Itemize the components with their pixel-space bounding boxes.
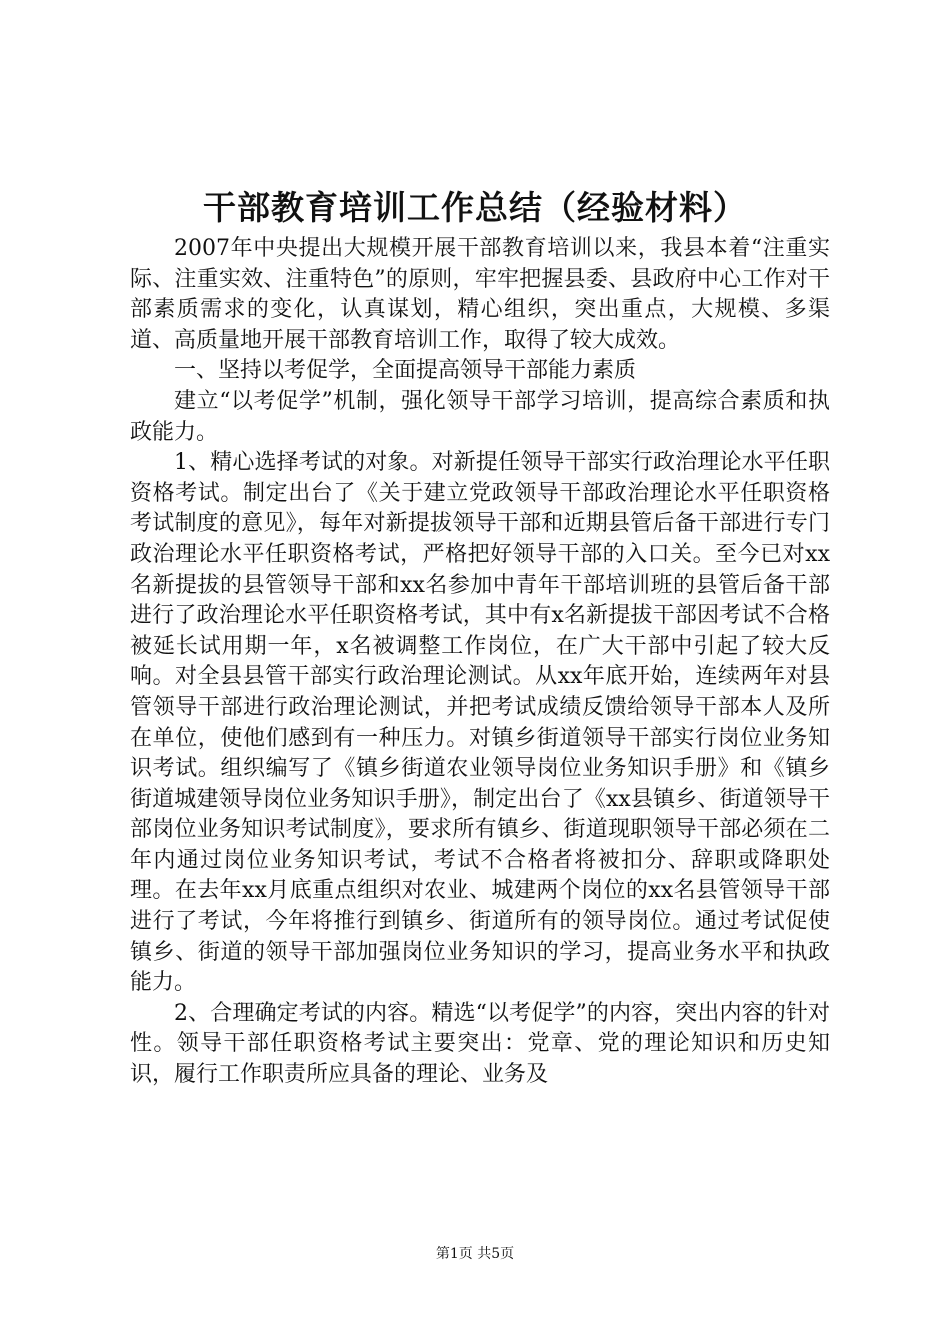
paragraph-item-2: 2、合理确定考试的内容。精选“以考促学”的内容，突出内容的针对性。领导干部任职资格考试主要突出：党章、党的理论知识和历史知识，履行工作职责所应具备的理论、业务及 — [130, 1000, 830, 1088]
section-heading-1: 一、坚持以考促学，全面提高领导干部能力素质 — [174, 358, 637, 384]
paragraph-section-summary: 建立“以考促学”机制，强化领导干部学习培训，提高综合素质和执政能力。 — [130, 388, 830, 445]
paragraph-item-1: 1、精心选择考试的对象。对新提任领导干部实行政治理论水平任职资格考试。制定出台了《关于建立党政领导干部政治理论水平任职资格考试制度的意见》，每年对新提拔领导干部和近期县管后备干部进行专门政治理论水平任职资格考试，严格把好领导干部的入口关。至今已对xx名新提拔的县管领导干部和xx名参加中青年干部培训班的县管后备干部进行了政治理论水平任职资格考试，其中有x名新提拔干部因考试不合格被延长试用期一年，x名被调整工作岗位，在广大干部中引起了较大反响。对全县县管干部实行政治理论测试。从xx年底开始，连续两年对县管领导干部进行政治理论测试，并把考试成绩反馈给领导干部本人及所在单位，使他们感到有一种压力。对镇乡街道领导干部实行岗位业务知识考试。组织编写了《镇乡街道农业领导岗位业务知识手册》和《镇乡街道城建领导岗位业务知识手册》，制定出台了《xx县镇乡、街道领导干部岗位业务知识考试制度》，要求所有镇乡、街道现职领导干部必须在二年内通过岗位业务知识考试，考试不合格者将被扣分、辞职或降职处理。在去年xx月底重点组织对农业、城建两个岗位的xx名县管领导干部进行了考试，今年将推行到镇乡、街道所有的领导岗位。通过考试促使镇乡、街道的领导干部加强岗位业务知识的学习，提高业务水平和执政能力。 — [130, 450, 830, 996]
document-body — [130, 234, 830, 1091]
paragraph-intro: 2007年中央提出大规模开展干部教育培训以来，我县本着“注重实际、注重实效、注重特色”的原则，牢牢把握县委、县政府中心工作对干部素质需求的变化，认真谋划，精心组织，突出重点，大规模、多渠道、高质量地开展干部教育培训工作，取得了较大成效。 — [130, 236, 830, 353]
page-footer: 第1页 共5页 — [435, 1246, 515, 1262]
document-title: 干部教育培训工作总结（经验材料） — [203, 188, 747, 227]
